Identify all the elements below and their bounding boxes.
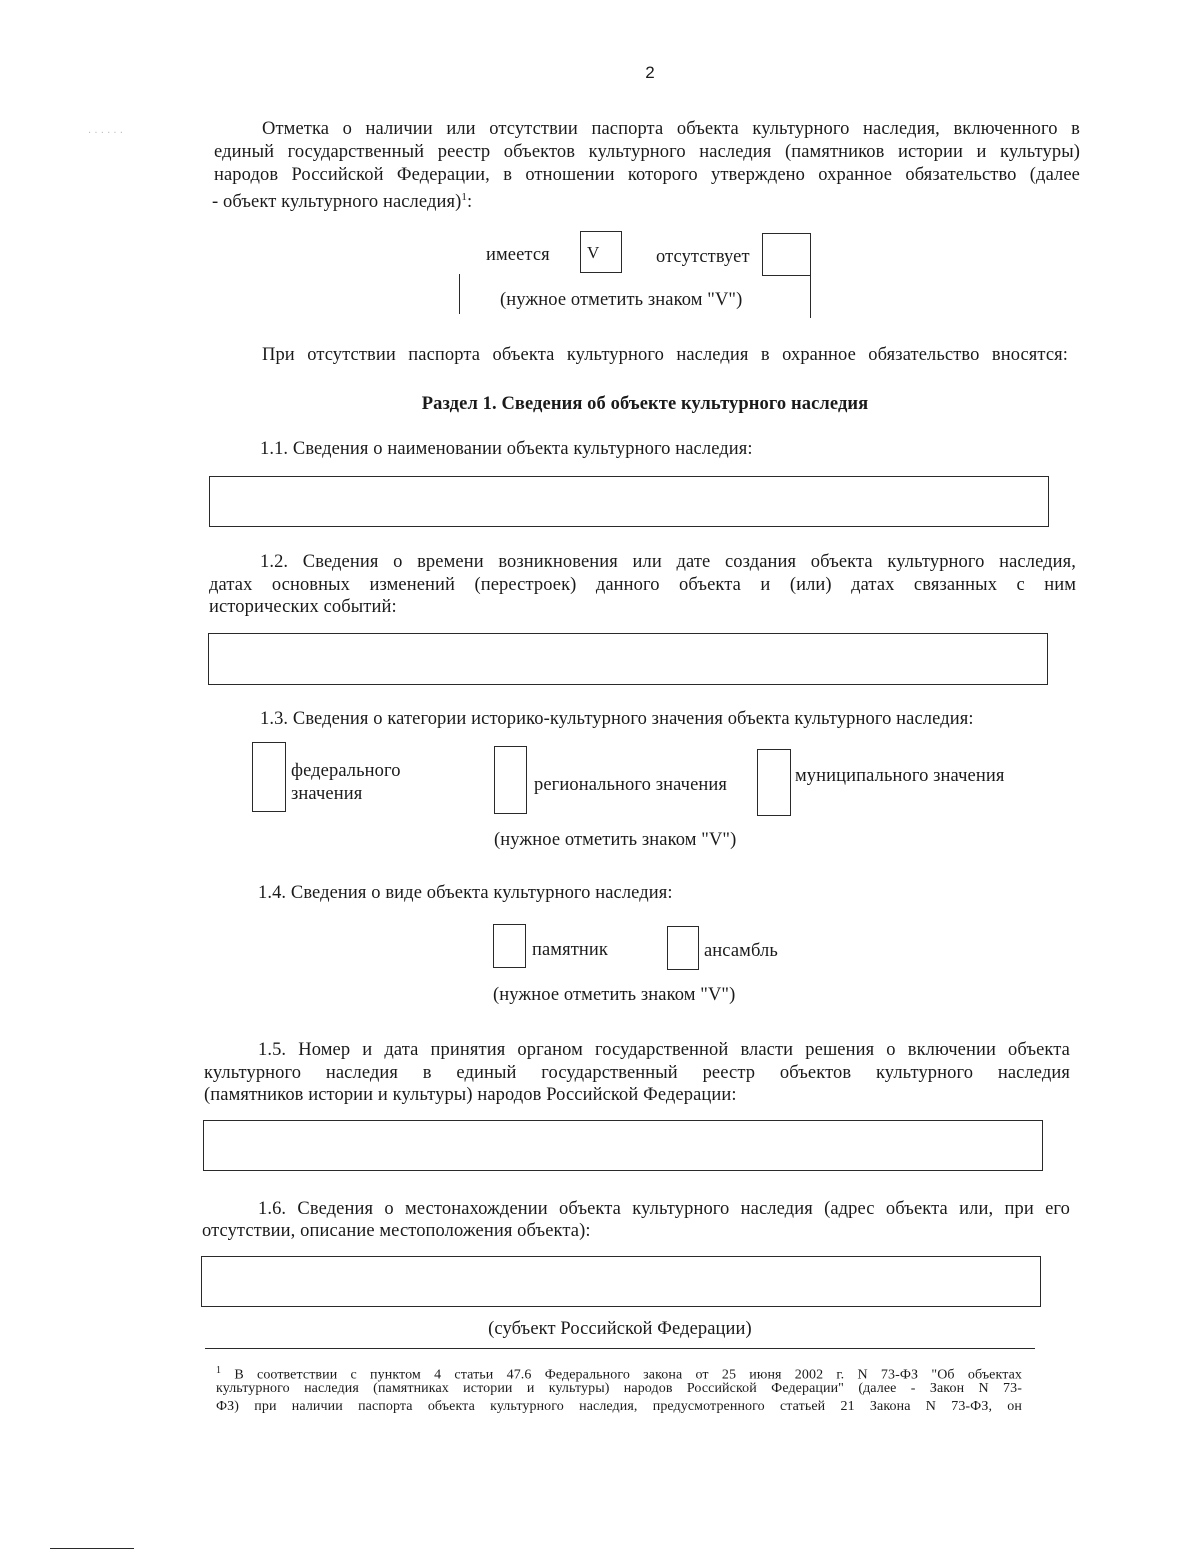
item-1-1-field[interactable] (209, 476, 1049, 527)
ensemble-label: ансамбль (704, 941, 778, 961)
item-1-5-line-1: 1.5. Номер и дата принятия органом государственной власти решения о включении объекта (258, 1040, 1070, 1060)
ensemble-checkbox[interactable] (667, 926, 699, 970)
subject-caption: (субъект Российской Федерации) (488, 1319, 752, 1339)
federal-label-line-2: значения (291, 784, 363, 804)
item-1-2-field[interactable] (208, 633, 1048, 685)
passport-absent-label: отсутствует (656, 247, 750, 267)
footnote-ref: 1 (461, 191, 467, 203)
footnote-line-3: ФЗ) при наличии паспорта объекта культурного наследия, предусмотренного статьей 21 Закона N 73-ФЗ, он (216, 1399, 1022, 1414)
municipal-label: муниципального значения (795, 766, 1005, 786)
item-1-6-field[interactable] (201, 1256, 1041, 1307)
item-1-1-label: 1.1. Сведения о наименовании объекта культурного наследия: (260, 439, 753, 459)
category-hint: (нужное отметить знаком "V") (494, 830, 737, 850)
absence-note: При отсутствии паспорта объекта культурного наследия в охранное обязательство вносятся: (262, 345, 1068, 365)
intro-line-1: Отметка о наличии или отсутствии паспорта объекта культурного наследия, включенного в (262, 119, 1080, 139)
intro-line-2: единый государственный реестр объектов культурного наследия (памятников истории и культуры) (214, 142, 1080, 162)
item-1-2-line-1: 1.2. Сведения о времени возникновения или дате создания объекта культурного наследия, (260, 552, 1076, 572)
item-1-2-line-2: датах основных изменений (перестроек) данного объекта и (или) датах связанных с ним (209, 575, 1076, 595)
municipal-checkbox[interactable] (757, 749, 791, 816)
passport-present-label: имеется (486, 245, 550, 265)
regional-label: регионального значения (534, 775, 727, 795)
footnote-marker: 1 (216, 1365, 222, 1376)
item-1-5-line-3: (памятников истории и культуры) народов Российской Федерации: (204, 1085, 737, 1105)
footnote-separator (205, 1348, 1035, 1349)
page-number: 2 (645, 63, 655, 82)
item-1-4-label: 1.4. Сведения о виде объекта культурного наследия: (258, 883, 673, 903)
monument-label: памятник (532, 940, 609, 960)
federal-checkbox[interactable] (252, 742, 286, 812)
intro-line-3: народов Российской Федерации, в отношении которого утверждено охранное обязательство (далее (214, 165, 1080, 185)
item-1-2-line-3: исторических событий: (209, 597, 397, 617)
intro-line-4: - объект культурного наследия)$^1$: (212, 191, 473, 213)
monument-checkbox[interactable] (493, 924, 526, 968)
frame-left-rule (459, 274, 460, 314)
passport-absent-checkbox[interactable] (762, 233, 811, 276)
item-1-5-field[interactable] (203, 1120, 1043, 1171)
item-1-6-line-2: отсутствии, описание местоположения объекта): (202, 1221, 591, 1241)
kind-hint: (нужное отметить знаком "V") (493, 985, 736, 1005)
scan-artifact: · · · · · · (88, 128, 123, 139)
section-title: Раздел 1. Сведения об объекте культурного наследия (421, 394, 869, 414)
frame-right-rule (810, 276, 811, 318)
item-1-5-line-2: культурного наследия в единый государственный реестр объектов культурного наследия (204, 1063, 1070, 1083)
check-mark: V (587, 243, 600, 262)
item-1-6-line-1: 1.6. Сведения о местонахождении объекта культурного наследия (адрес объекта или, при его (258, 1199, 1070, 1219)
footnote-line-2: культурного наследия (памятниках истории и культуры) народов Российской Федерации" (далее - Закон N 73- (216, 1381, 1022, 1396)
regional-checkbox[interactable] (494, 746, 527, 814)
footnote-line-1: $^1$ В соответствии с пунктом 4 статьи 47.6 Федерального закона от 25 июня 2002 г. N 73-ФЗ "Об объектах (216, 1365, 1022, 1383)
passport-hint: (нужное отметить знаком "V") (500, 290, 743, 310)
passport-present-checkbox[interactable] (580, 231, 622, 273)
scan-mark (50, 1548, 134, 1549)
item-1-3-label: 1.3. Сведения о категории историко-культурного значения объекта культурного наследия: (260, 709, 974, 729)
federal-label-line-1: федерального (291, 761, 401, 781)
